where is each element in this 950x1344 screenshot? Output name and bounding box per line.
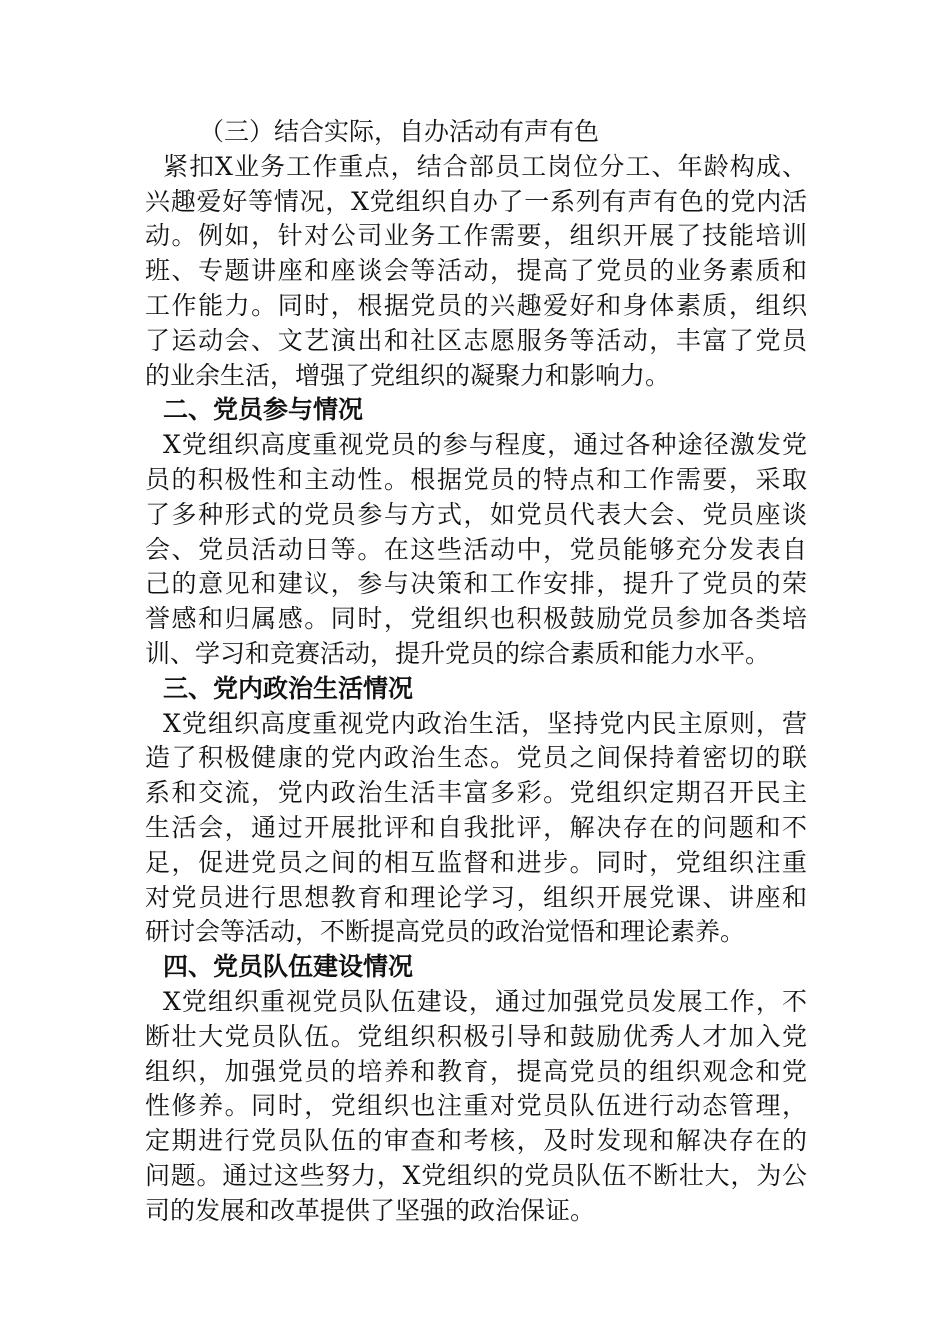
paragraph-line: 司的发展和改革提供了坚强的政治保证。: [145, 1195, 596, 1225]
paragraph-line: X党组织重视党员队伍建设，通过加强党员发展工作，不: [163, 986, 807, 1016]
section-heading-team-building: 四、党员队伍建设情况: [163, 952, 414, 982]
paragraph-line: 紧扣X业务工作重点，结合部员工岗位分工、年龄构成、: [163, 151, 807, 181]
paragraph-line: 员的积极性和主动性。根据党员的特点和工作需要，采取: [145, 464, 807, 494]
paragraph-political-life: [145, 707, 807, 951]
paragraph-line: 誉感和归属感。同时，党组织也积极鼓励党员参加各类培: [145, 604, 807, 634]
paragraph-line: 断壮大党员队伍。党组织积极引导和鼓励优秀人才加入党: [145, 1021, 807, 1051]
paragraph-line: 己的意见和建议，参与决策和工作安排，提升了党员的荣: [145, 569, 807, 599]
paragraph-line: 会、党员活动日等。在这些活动中，党员能够充分发表自: [145, 534, 807, 564]
paragraph-line: 的业余生活，增强了党组织的凝聚力和影响力。: [145, 360, 671, 390]
paragraph-line: 动。例如，针对公司业务工作需要，组织开展了技能培训: [145, 221, 807, 251]
paragraph-line: X党组织高度重视党内政治生活，坚持党内民主原则，营: [163, 708, 807, 738]
document-page: [145, 115, 807, 1229]
paragraph-line: 定期进行党员队伍的审查和考核，及时发现和解决存在的: [145, 1126, 807, 1156]
paragraph-line: 对党员进行思想教育和理论学习，组织开展党课、讲座和: [145, 882, 807, 912]
subsection-heading: （三）结合实际，自办活动有声有色: [199, 117, 600, 146]
paragraph-participation: [145, 428, 807, 672]
paragraph-line: 造了积极健康的党内政治生态。党员之间保持着密切的联: [145, 743, 807, 773]
paragraph-line: 班、专题讲座和座谈会等活动，提高了党员的业务素质和: [145, 256, 807, 286]
paragraph-line: 生活会，通过开展批评和自我批评，解决存在的问题和不: [145, 812, 807, 842]
paragraph-line: 问题。通过这些努力，X党组织的党员队伍不断壮大，为公: [145, 1160, 807, 1190]
paragraph-line: X党组织高度重视党员的参与程度，通过各种途径激发党: [163, 430, 807, 460]
paragraph-line: 训、学习和竞赛活动，提升党员的综合素质和能力水平。: [145, 638, 771, 668]
paragraph-line: 组织，加强党员的培养和教育，提高党员的组织观念和党: [145, 1056, 807, 1086]
paragraph-line: 了多种形式的党员参与方式，如党员代表大会、党员座谈: [145, 499, 807, 529]
paragraph-line: 性修养。同时，党组织也注重对党员队伍进行动态管理，: [145, 1091, 807, 1121]
paragraph-line: 系和交流，党内政治生活丰富多彩。党组织定期召开民主: [145, 778, 807, 808]
paragraph-line: 工作能力。同时，根据党员的兴趣爱好和身体素质，组织: [145, 290, 807, 320]
paragraph-line: 足，促进党员之间的相互监督和进步。同时，党组织注重: [145, 847, 807, 877]
section-heading-political-life: 三、党内政治生活情况: [163, 673, 414, 703]
paragraph-line: 兴趣爱好等情况，X党组织自办了一系列有声有色的党内活: [145, 186, 807, 216]
section-heading-participation: 二、党员参与情况: [163, 395, 364, 425]
paragraph-line: 研讨会等活动，不断提高党员的政治觉悟和理论素养。: [145, 917, 746, 947]
paragraph-line: 了运动会、文艺演出和社区志愿服务等活动，丰富了党员: [145, 325, 807, 355]
paragraph-activities: [145, 150, 807, 394]
paragraph-team-building: [145, 985, 807, 1229]
